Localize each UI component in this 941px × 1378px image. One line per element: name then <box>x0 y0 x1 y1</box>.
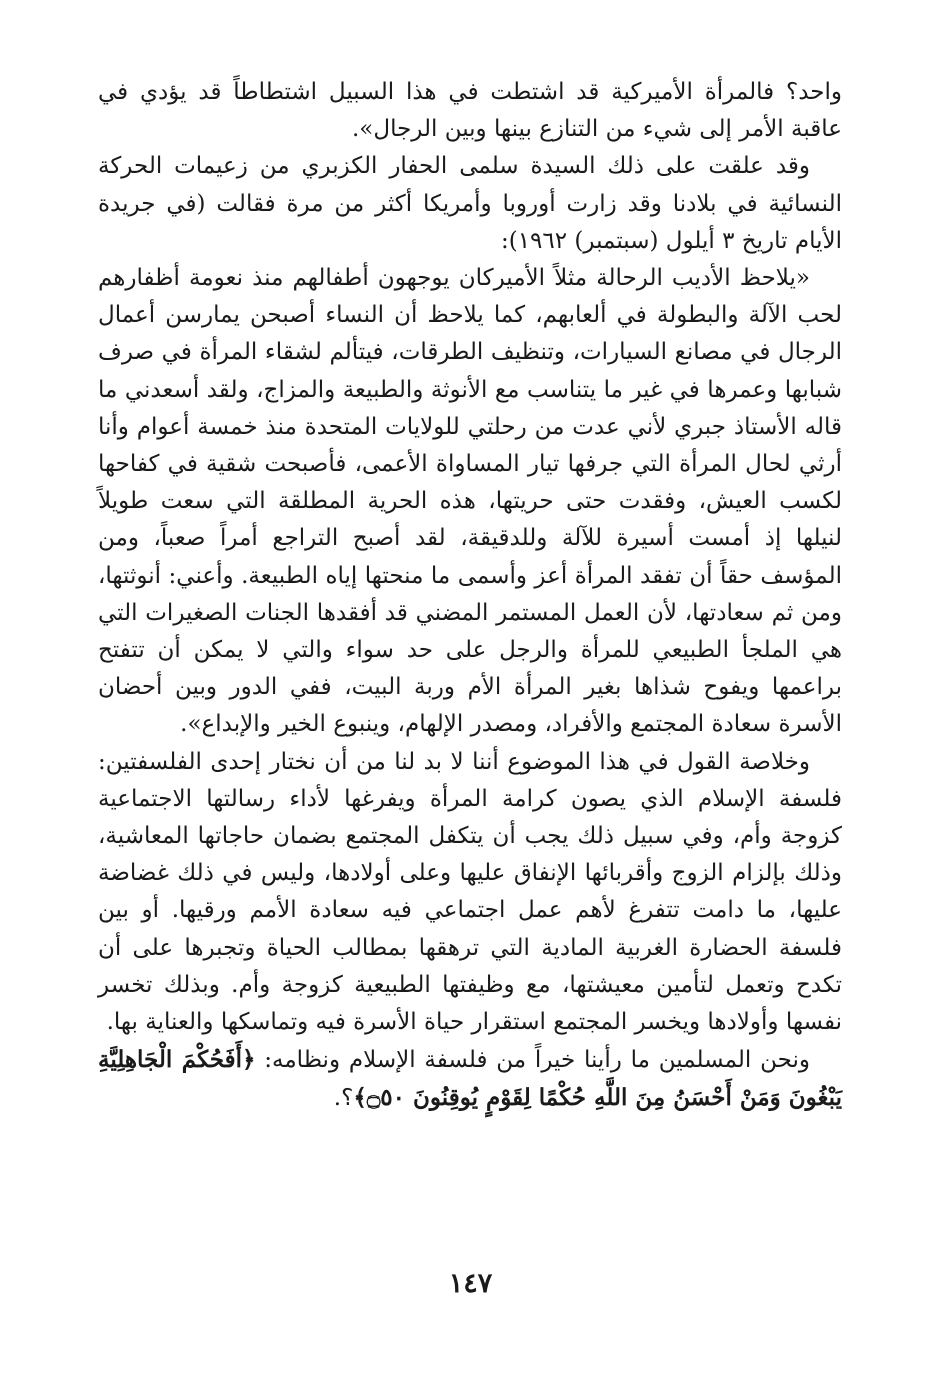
closing-intro: ونحن المسلمين ما رأينا خيراً من فلسفة الإسلام ونظامه: <box>255 1047 810 1074</box>
closing-paragraph <box>98 1041 842 1117</box>
paragraph-2: وقد علقت على ذلك السيدة سلمى الحفار الكزبري من زعيمات الحركة النسائية في بلادنا وقد زارت أوروبا وأمريكا أكثر من مرة فقالت (في جريدة الأيام تاريخ ٣ أيلول (سبتمبر) ١٩٦٢): <box>98 153 842 254</box>
page-body <box>98 74 842 1374</box>
quran-verse: ﴿أَفَحُكْمَ الْجَاهِلِيَّةِ يَبْغُونَ وَمَنْ أَحْسَنُ مِنَ اللَّهِ حُكْمًا لِقَوْمٍ يُوقِنُونَ ۝٥٠﴾ <box>98 1046 842 1112</box>
page-number: ١٤٧ <box>448 1268 493 1299</box>
paragraph-conclusion: وخلاصة القول في هذا الموضوع أننا لا بد لنا من أن نختار إحدى الفلسفتين: فلسفة الإسلام الذي يصون كرامة المرأة ويفرغها لأداء رسالتها الاجتماعية كزوجة وأم، وفي سبيل ذلك يجب أن يتكفل المجتمع بضمان حاجاتها المعاشية، وذلك بإلزام الزوج وأقربائها الإنفاق عليها وعلى أولادها، وليس في ذلك غضاضة عليها، ما دامت تتفرغ لأهم عمل اجتماعي فيه سعادة الأمم ورقيها. أو بين فلسفة الحضارة الغربية المادية التي ترهقها بمطالب الحياة وتجبرها على أن تكدح وتعمل لتأمين معيشتها، مع وظيفتها الطبيعية كزوجة وأم. وبذلك تخسر نفسها وأولادها ويخسر المجتمع استقرار حياة الأسرة فيه وتماسكها والعناية بها. <box>98 748 842 1036</box>
closing-end: ؟. <box>333 1085 354 1112</box>
paragraph-1: واحد؟ فالمرأة الأميركية قد اشتطت في هذا السبيل اشتطاطاً قد يؤدي في عاقبة الأمر إلى شيء من التنازع بينها وبين الرجال». <box>98 79 842 143</box>
quote-paragraph: «يلاحظ الأديب الرحالة مثلاً الأميركان يوجهون أطفالهم منذ نعومة أظفارهم لحب الآلة والبطولة في ألعابهم، كما يلاحظ أن النساء أصبحن يمارسن أعمال الرجال في مصانع السيارات، وتنظيف الطرقات، فيتألم لشقاء المرأة في صرف شبابها وعمرها في غير ما يتناسب مع الأنوثة والطبيعة والمزاج، ولقد أسعدني ما قاله الأستاذ جبري لأني عدت من رحلتي للولايات المتحدة منذ خمسة أعوام وأنا أرثي لحال المرأة التي جرفها تيار المساواة الأعمى، فأصبحت شقية في كفاحها لكسب العيش، وفقدت حتى حريتها، هذه الحرية المطلقة التي سعت طويلاً لنيلها إذ أمست أسيرة للآلة وللدقيقة، لقد أصبح التراجع أمراً صعباً، ومن المؤسف حقاً أن تفقد المرأة أعز وأسمى ما منحتها إياه الطبيعة. وأعني: أنوثتها، ومن ثم سعادتها، لأن العمل المستمر المضني قد أفقدها الجنات الصغيرات التي هي الملجأ الطبيعي للمرأة والرجل على حد سواء والتي لا يمكن أن تتفتح براعمها ويفوح شذاها بغير المرأة الأم وربة البيت، ففي الدور وبين أحضان الأسرة سعادة المجتمع والأفراد، ومصدر الإلهام، وينبوع الخير والإبداع». <box>98 265 842 738</box>
